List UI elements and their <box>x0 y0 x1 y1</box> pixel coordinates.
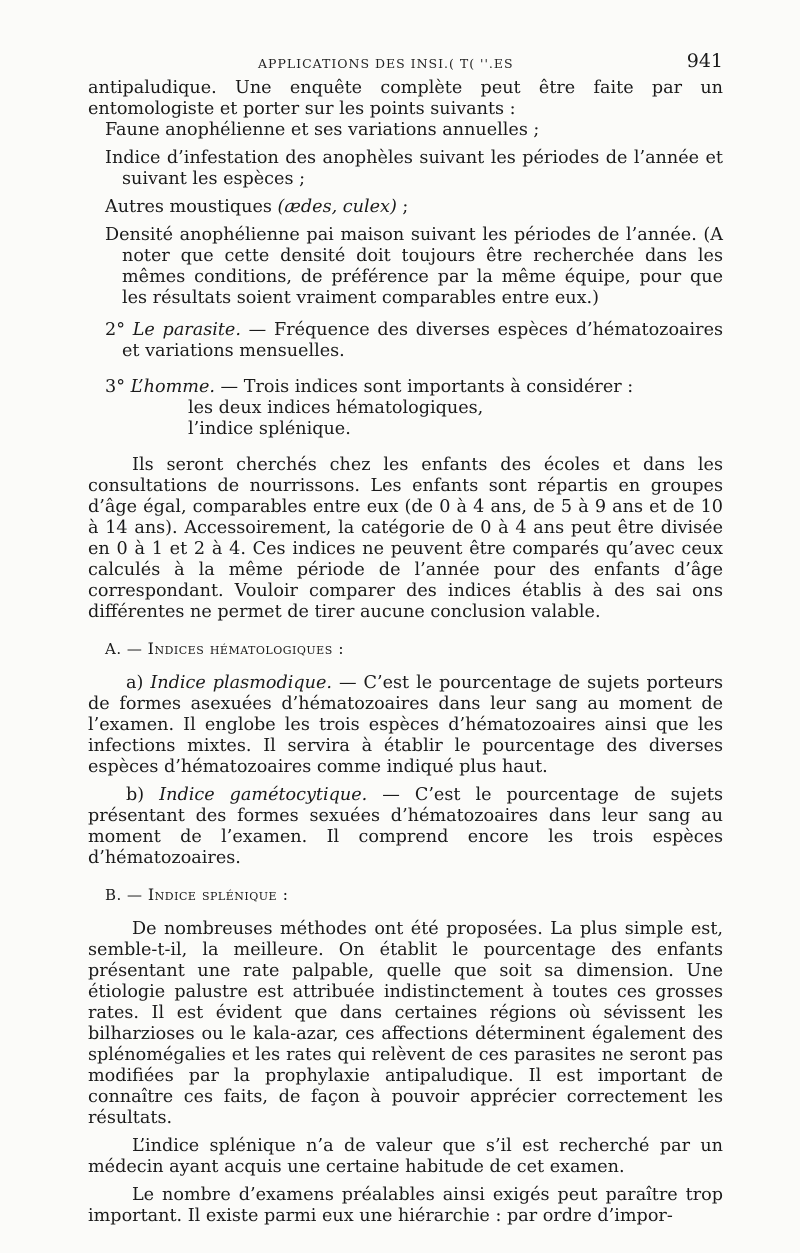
section-b-heading <box>88 885 723 904</box>
page <box>88 48 723 1227</box>
paragraph-indice-plasmodique <box>88 673 723 778</box>
b-text: — C’est le pourcentage de sujets présentant des formes sexuées d’hématozoaires dans leur sang au moment de l’examen. Il comprend encore les trois espèces d’hématozoaires. <box>88 785 724 868</box>
section-b-prefix: B. — <box>105 886 143 904</box>
paragraph-intro: antipaludique. Une enquête complète peut être faite par un entomologiste et porter sur les points suivants : <box>88 78 723 119</box>
section-b-title: Indice splénique : <box>147 885 289 904</box>
paragraph-indice-gametocytique <box>88 785 723 869</box>
item3-sub-hemato: les deux indices hématologiques, <box>188 398 484 418</box>
item-homme <box>88 377 723 398</box>
item3-sub-splenique: l’indice splénique. <box>188 419 351 439</box>
item2-title: Le parasite. <box>132 320 241 340</box>
section-a-heading <box>88 639 723 658</box>
paragraph-indice-valeur: L’indice splénique n’a de valeur que s’il est recherché par un médecin ayant acquis une certaine habitude de cet examen. <box>88 1136 723 1177</box>
list-item-moustiques-text: Autres moustiques <box>105 197 272 217</box>
a-label: a) <box>126 673 144 693</box>
b-label: b) <box>126 785 145 805</box>
list-item-faune: Faune anophélienne et ses variations annuelles ; <box>105 120 540 140</box>
item3-title: L’homme. <box>130 377 215 397</box>
list-item-moustiques-tail: ; <box>402 197 409 217</box>
list-item-moustiques-italic: (ædes, culex) <box>277 197 397 217</box>
item-parasite <box>88 320 723 362</box>
item3-text: — Trois indices sont importants à considérer : <box>220 377 634 397</box>
paragraph-methodes: De nombreuses méthodes ont été proposées. La plus simple est, semble-t-il, la meilleure. On établit le pourcentage des enfants présentant une rate palpable, quelle que soit sa dimension. Une étiologie palustre est attribuée indistinctement à toutes ces grosses rates. Il est évident que dans certaines régions où sévissent les bilharzioses ou le kala-azar, ces affections déterminent également des splénomégalies et les rates qui relèvent de ces parasites ne seront pas modifiées par la prophylaxie antipaludique. Il est important de connaître ces faits, de façon à pouvoir apprécier correctement les résultats. <box>88 919 723 1128</box>
page-header <box>88 48 723 78</box>
list-item-infestation: Indice d’infestation des anophèles suivant les périodes de l’année et suivant les espèces ; <box>105 148 723 189</box>
list-item-moustiques <box>88 197 723 218</box>
a-title: Indice plasmodique. <box>150 673 332 693</box>
running-title: APPLICATIONS DES INSI.( T( ''.ES <box>258 56 514 71</box>
item2-text: — Fréquence des diverses espèces d’hématozoaires et variations mensuelles. <box>122 320 724 361</box>
item3-number: 3° <box>105 377 125 397</box>
section-a-title: Indices hématologiques : <box>147 639 345 658</box>
a-text: — C’est le pourcentage de sujets porteurs de formes asexuées d’hématozoaires dans leur sang au moment de l’examen. Il englobe les trois espèces d’hématozoaires ainsi que les infections mixtes. Il servira à établir le pourcentage des diverses espèces d’hématozoaires comme indiqué plus haut. <box>88 673 724 777</box>
item2-number: 2° <box>105 320 125 340</box>
list-item-densite: Densité anophélienne pai maison suivant les périodes de l’année. (A noter que cette densité doit toujours être recherchée dans les mêmes conditions, de préférence par la même équipe, pour que les résultats soient vraiment comparables entre eux.) <box>105 225 723 308</box>
paragraph-examens: Le nombre d’examens préalables ainsi exigés peut paraître trop important. Il existe parmi eux une hiérarchie : par ordre d’impor- <box>88 1185 723 1226</box>
page-number: 941 <box>686 50 723 72</box>
section-a-prefix: A. — <box>105 640 143 658</box>
b-title: Indice gamétocytique. <box>159 785 368 805</box>
paragraph-enfants: Ils seront cherchés chez les enfants des écoles et dans les consultations de nourrissons. Les enfants sont répartis en groupes d’âge égal, comparables entre eux (de 0 à 4 ans, de 5 à 9 ans et de 10 à 14 ans). Accessoirement, la catégorie de 0 à 4 ans peut être divisée en 0 à 1 et 2 à 4. Ces indices ne peuvent être comparés qu’avec ceux calculés à la même période de l’année pour des enfants d’âge correspondant. Vouloir comparer des indices établis à des sai ons différentes ne permet de tirer aucune conclusion valable. <box>88 455 723 622</box>
